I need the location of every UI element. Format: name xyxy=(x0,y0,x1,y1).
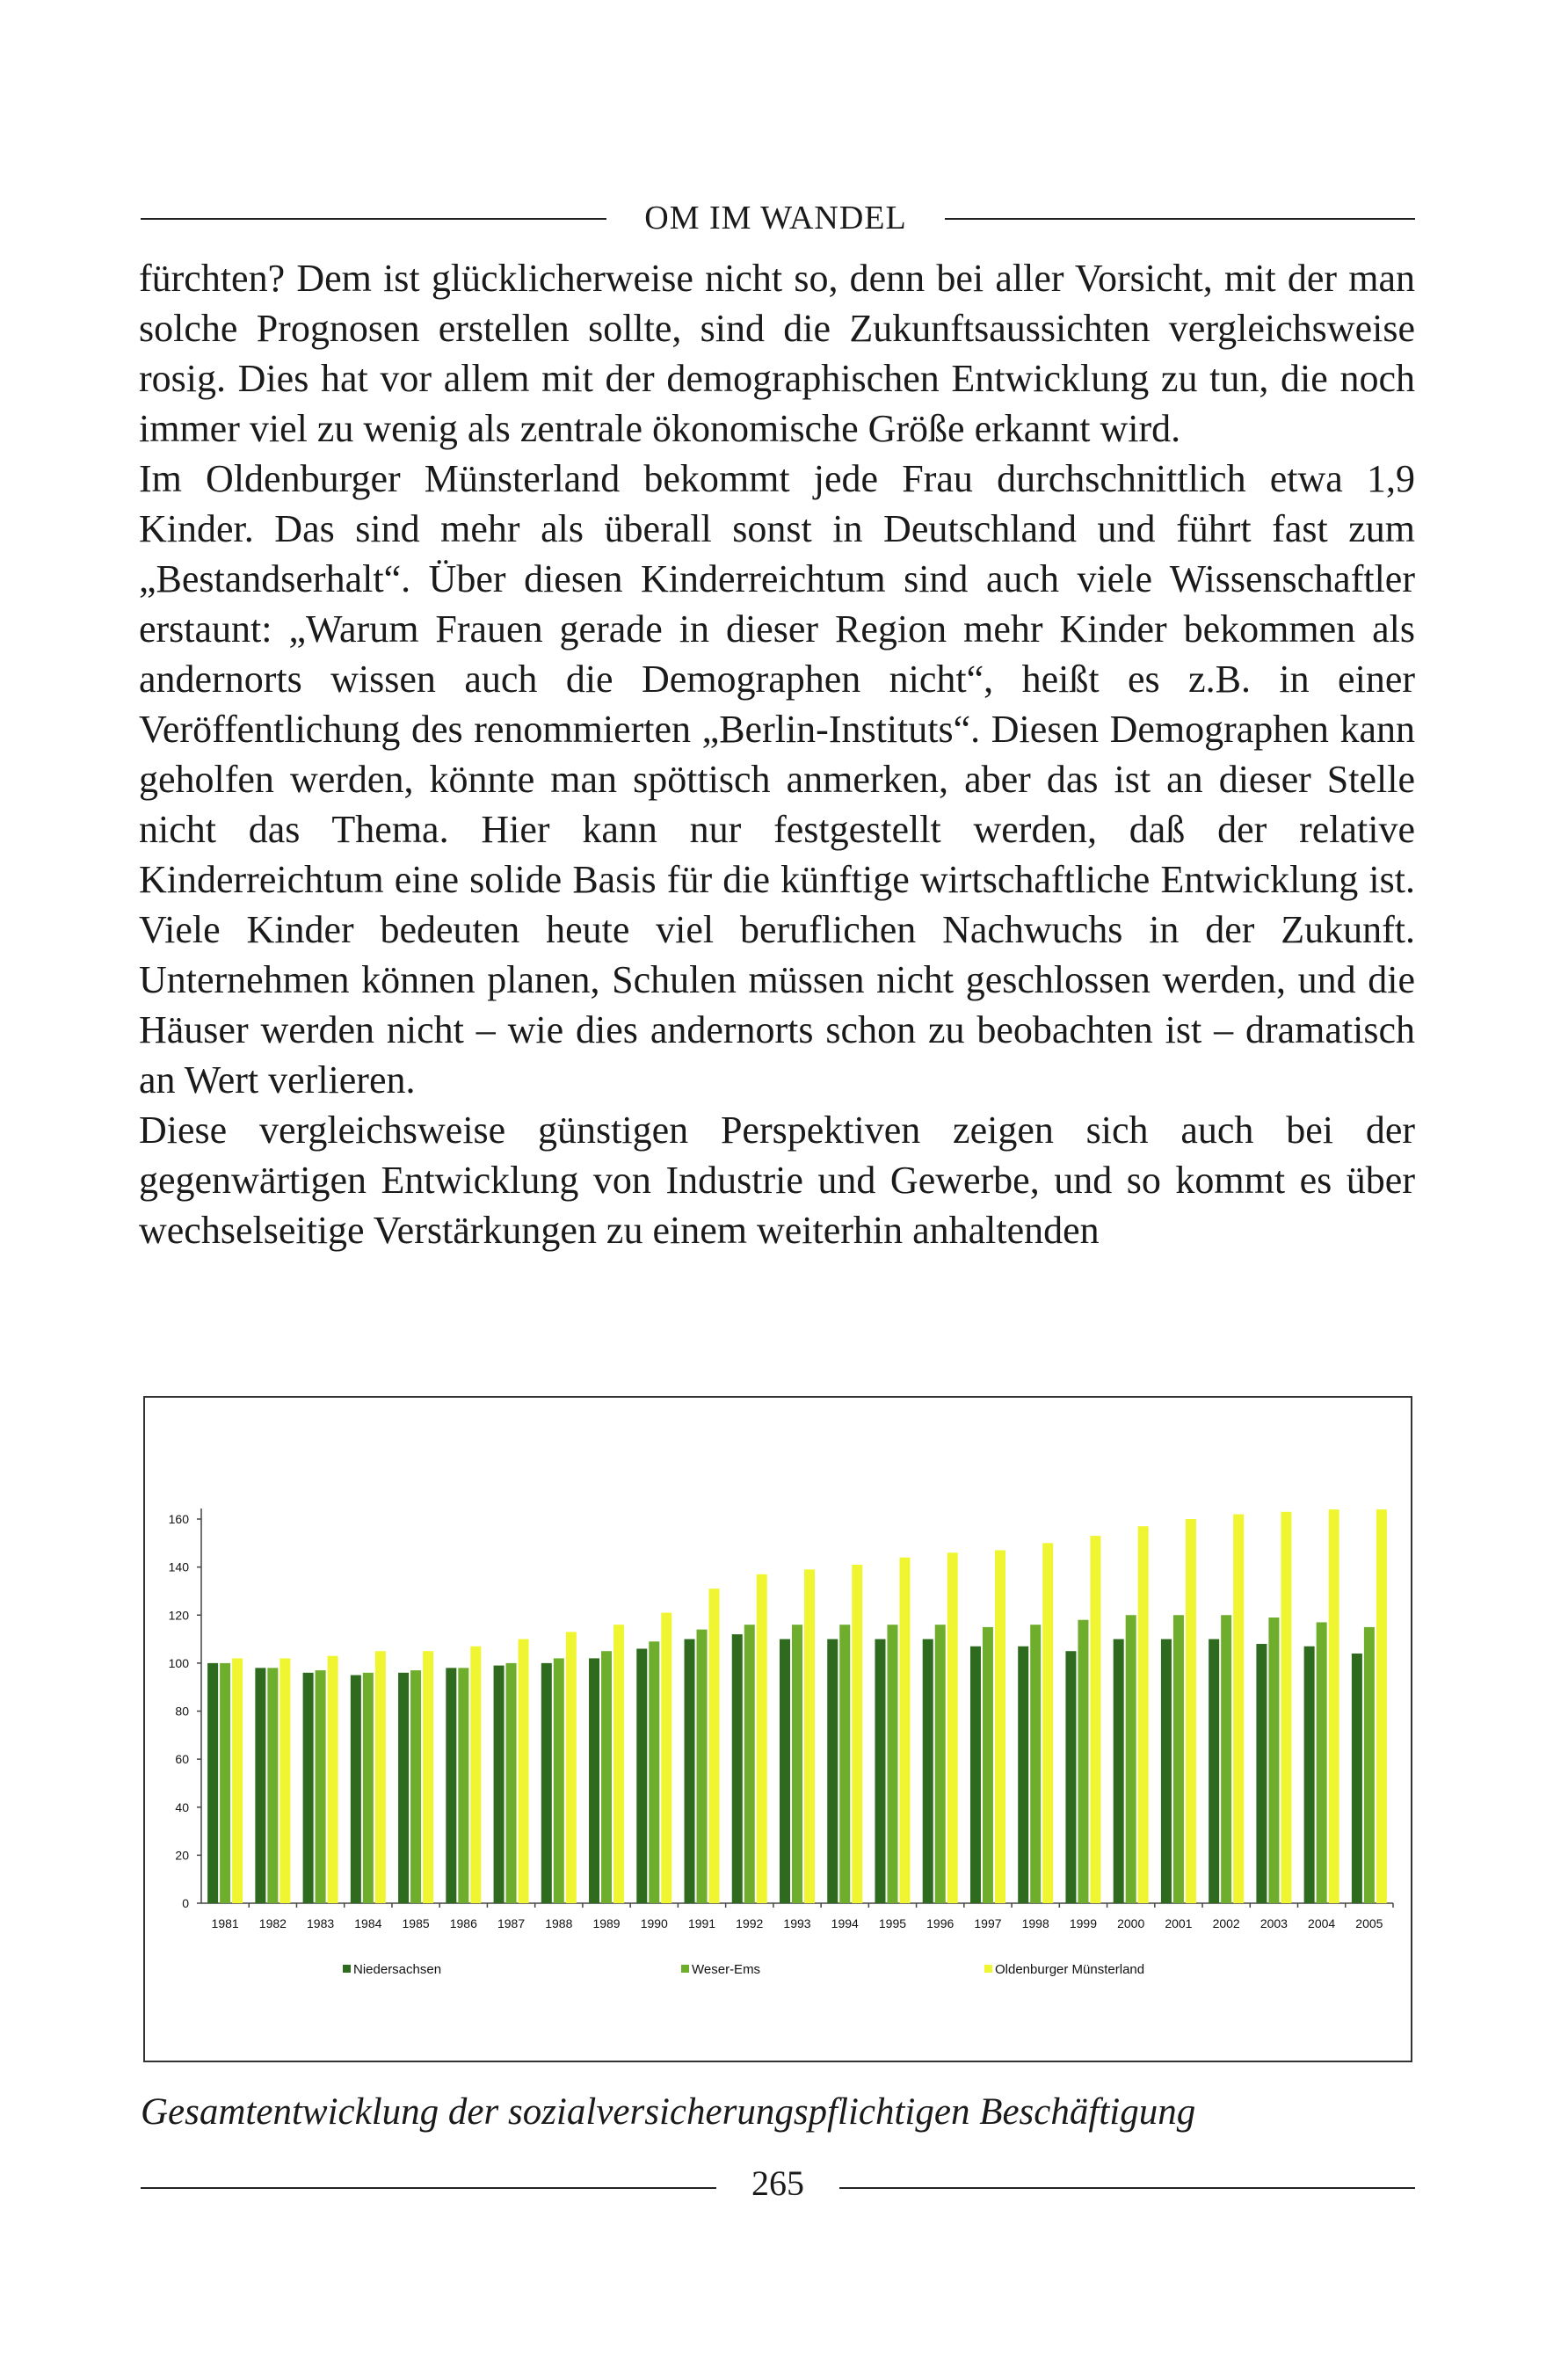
bar-2-1997 xyxy=(983,1627,993,1903)
bar-2-1999 xyxy=(1078,1620,1088,1903)
x-tick-label-2005: 2005 xyxy=(1355,1916,1383,1930)
bar-1-2005 xyxy=(1352,1654,1362,1903)
bar-3-1982 xyxy=(279,1658,290,1903)
bar-3-1981 xyxy=(232,1658,243,1903)
bar-3-1987 xyxy=(519,1639,529,1903)
legend-swatch-1 xyxy=(343,1965,351,1973)
bar-2-1989 xyxy=(601,1651,612,1903)
bar-1-1994 xyxy=(827,1639,838,1903)
bar-3-1995 xyxy=(899,1558,910,1903)
bar-1-2002 xyxy=(1209,1639,1219,1903)
bar-1-1983 xyxy=(303,1673,314,1903)
bar-2-1990 xyxy=(649,1641,659,1903)
figure-caption: Gesamtentwicklung der sozialversicherungspflichtigen Beschäftigung xyxy=(141,2091,1196,2133)
bar-3-2005 xyxy=(1376,1509,1387,1903)
bar-1-2000 xyxy=(1114,1639,1124,1903)
y-tick-label: 0 xyxy=(182,1896,189,1910)
running-head-rule-right xyxy=(945,218,1415,220)
y-tick-label: 80 xyxy=(175,1704,189,1719)
x-tick-label-1992: 1992 xyxy=(736,1916,764,1930)
folio-rule-left xyxy=(141,2187,716,2189)
bar-1-1997 xyxy=(970,1647,981,1903)
y-tick-label: 120 xyxy=(168,1608,189,1623)
bar-3-1983 xyxy=(328,1656,338,1903)
bar-3-1997 xyxy=(995,1551,1005,1903)
y-tick-label: 160 xyxy=(168,1512,189,1526)
x-tick-label-1988: 1988 xyxy=(545,1916,573,1930)
bar-3-2001 xyxy=(1186,1519,1196,1903)
bar-2-1984 xyxy=(363,1673,374,1903)
bar-1-1989 xyxy=(589,1658,599,1903)
bar-2-1993 xyxy=(792,1625,802,1903)
bar-1-1988 xyxy=(541,1663,552,1903)
legend-label-1: Niedersachsen xyxy=(353,1962,442,1977)
x-tick-label-1996: 1996 xyxy=(926,1916,955,1930)
legend-label-2: Weser-Ems xyxy=(692,1962,761,1977)
bar-1-2004 xyxy=(1304,1647,1315,1903)
bar-1-1991 xyxy=(685,1639,695,1903)
bar-2-1987 xyxy=(506,1663,517,1903)
paragraph-2: Im Oldenburger Münsterland bekommt jede Frau durchschnittlich etwa 1,9 Kinder. Das sind mehr als überall sonst in Deutschland und führt fast zum „Bestandserhalt“. Über diesen Kinderreichtum sind auch viele Wissenschaftler erstaunt: „Warum Frauen gerade in dieser Region mehr Kinder bekommen als andernorts wissen auch die Demographen nicht“, heißt es z.B. in einer Veröffentlichung des renommierten „Berlin-Instituts“. Diesen Demographen kann geholfen werden, könnte man spöttisch anmerken, aber das ist an dieser Stelle nicht das Thema. Hier kann nur festgestellt werden, daß der relative Kinderreichtum eine solide Basis für die künftige wirtschaftliche Entwicklung ist. Viele Kinder bedeuten heute viel beruflichen Nachwuchs in der Zukunft. Unternehmen können planen, Schulen müssen nicht geschlossen werden, und die Häuser werden nicht – wie dies andernorts schon zu beobachten ist – dramatisch an Wert verlieren. xyxy=(139,457,1415,1101)
x-tick-label-2004: 2004 xyxy=(1308,1916,1336,1930)
x-tick-label-2003: 2003 xyxy=(1259,1916,1288,1930)
bar-2-1996 xyxy=(935,1625,946,1903)
bar-2-1981 xyxy=(220,1663,230,1903)
bar-2-1985 xyxy=(410,1670,421,1903)
x-tick-label-1997: 1997 xyxy=(974,1916,1002,1930)
bar-3-1986 xyxy=(470,1647,481,1903)
bar-1-1998 xyxy=(1018,1647,1028,1903)
x-tick-label-1989: 1989 xyxy=(592,1916,621,1930)
bar-1-1999 xyxy=(1065,1651,1076,1903)
bar-3-2000 xyxy=(1138,1526,1149,1903)
y-tick-label: 140 xyxy=(168,1559,189,1574)
bar-2-1983 xyxy=(316,1670,326,1903)
bar-2-2003 xyxy=(1268,1618,1279,1903)
bar-1-1990 xyxy=(636,1648,647,1903)
bar-3-1990 xyxy=(661,1613,671,1903)
bar-2-1998 xyxy=(1030,1625,1041,1903)
bar-2-1988 xyxy=(554,1658,564,1903)
bar-1-1984 xyxy=(351,1676,361,1903)
bar-3-1993 xyxy=(804,1569,815,1903)
x-tick-label-1998: 1998 xyxy=(1021,1916,1049,1930)
bar-2-1992 xyxy=(744,1625,755,1903)
body-text xyxy=(139,253,1415,1255)
legend-swatch-3 xyxy=(984,1965,992,1973)
bar-1-1986 xyxy=(446,1668,456,1903)
bar-1-1995 xyxy=(875,1639,885,1903)
bar-1-1992 xyxy=(732,1634,743,1903)
y-tick-label: 100 xyxy=(168,1655,189,1670)
bar-2-2001 xyxy=(1173,1615,1184,1903)
bar-3-1985 xyxy=(423,1651,433,1903)
paragraph-3: Diese vergleichsweise günstigen Perspektiven zeigen sich auch bei der gegenwärtigen Entwicklung von Industrie und Gewerbe, und so kommt es über wechselseitige Verstärkungen zu einem weiterhin anhaltenden xyxy=(139,1109,1415,1252)
bar-2-1991 xyxy=(697,1630,708,1903)
bar-3-1996 xyxy=(947,1552,958,1903)
bar-2-1986 xyxy=(458,1668,468,1903)
x-tick-label-1986: 1986 xyxy=(449,1916,477,1930)
x-tick-label-1987: 1987 xyxy=(497,1916,526,1930)
x-tick-label-1993: 1993 xyxy=(783,1916,811,1930)
bar-2-2004 xyxy=(1317,1622,1327,1903)
legend-label-3: Oldenburger Münsterland xyxy=(995,1962,1145,1977)
running-head xyxy=(141,195,1415,248)
y-tick-label: 20 xyxy=(175,1848,189,1863)
bar-1-2003 xyxy=(1256,1644,1267,1903)
bar-3-1984 xyxy=(375,1651,386,1903)
employment-bar-chart xyxy=(145,1398,1411,2061)
bar-3-1988 xyxy=(566,1632,577,1903)
running-head-rule-left xyxy=(141,218,606,220)
x-tick-label-2002: 2002 xyxy=(1212,1916,1240,1930)
bar-2-2005 xyxy=(1364,1627,1375,1903)
bar-1-1982 xyxy=(255,1668,265,1903)
x-tick-label-1984: 1984 xyxy=(354,1916,382,1930)
bar-1-1987 xyxy=(494,1666,505,1903)
page-number: 265 xyxy=(751,2163,804,2203)
x-tick-label-1990: 1990 xyxy=(640,1916,668,1930)
x-tick-label-1994: 1994 xyxy=(831,1916,859,1930)
bar-2-2002 xyxy=(1221,1615,1231,1903)
bar-1-2001 xyxy=(1161,1639,1172,1903)
bar-3-1991 xyxy=(709,1588,720,1903)
bar-3-1998 xyxy=(1042,1543,1053,1903)
paragraph-1: fürchten? Dem ist glücklicherweise nicht so, denn bei aller Vorsicht, mit der man solche Prognosen erstellen sollte, sind die Zukunftsaussichten vergleichsweise rosig. Dies hat vor allem mit der demographischen Entwicklung zu tun, die noch immer viel zu wenig als zentrale ökonomische Größe erkannt wird. xyxy=(139,257,1415,450)
bar-1-1996 xyxy=(923,1639,933,1903)
x-tick-label-2001: 2001 xyxy=(1165,1916,1193,1930)
bar-2-1995 xyxy=(887,1625,897,1903)
y-tick-label: 60 xyxy=(175,1752,189,1767)
bar-3-2003 xyxy=(1281,1512,1291,1903)
x-tick-label-1983: 1983 xyxy=(307,1916,335,1930)
x-tick-label-2000: 2000 xyxy=(1117,1916,1145,1930)
folio xyxy=(141,2163,1415,2215)
bar-3-1992 xyxy=(757,1574,767,1903)
employment-chart-figure xyxy=(143,1396,1412,2062)
folio-rule-right xyxy=(839,2187,1415,2189)
x-tick-label-1991: 1991 xyxy=(687,1916,716,1930)
legend-swatch-2 xyxy=(681,1965,689,1973)
bar-3-1994 xyxy=(852,1565,862,1903)
bar-3-2002 xyxy=(1233,1515,1244,1903)
y-tick-label: 40 xyxy=(175,1799,189,1814)
bar-3-1989 xyxy=(613,1625,624,1903)
bar-3-2004 xyxy=(1329,1509,1339,1903)
bar-1-1985 xyxy=(398,1673,409,1903)
bar-1-1993 xyxy=(780,1639,790,1903)
bar-3-1999 xyxy=(1090,1536,1100,1903)
x-tick-label-1999: 1999 xyxy=(1069,1916,1098,1930)
x-tick-label-1981: 1981 xyxy=(211,1916,239,1930)
x-tick-label-1995: 1995 xyxy=(878,1916,907,1930)
x-tick-label-1982: 1982 xyxy=(258,1916,287,1930)
bar-1-1981 xyxy=(207,1663,218,1903)
running-head-title: OM IM WANDEL xyxy=(644,200,907,236)
bar-2-1994 xyxy=(839,1625,850,1903)
bar-2-2000 xyxy=(1126,1615,1136,1903)
x-tick-label-1985: 1985 xyxy=(402,1916,430,1930)
bar-2-1982 xyxy=(267,1668,278,1903)
